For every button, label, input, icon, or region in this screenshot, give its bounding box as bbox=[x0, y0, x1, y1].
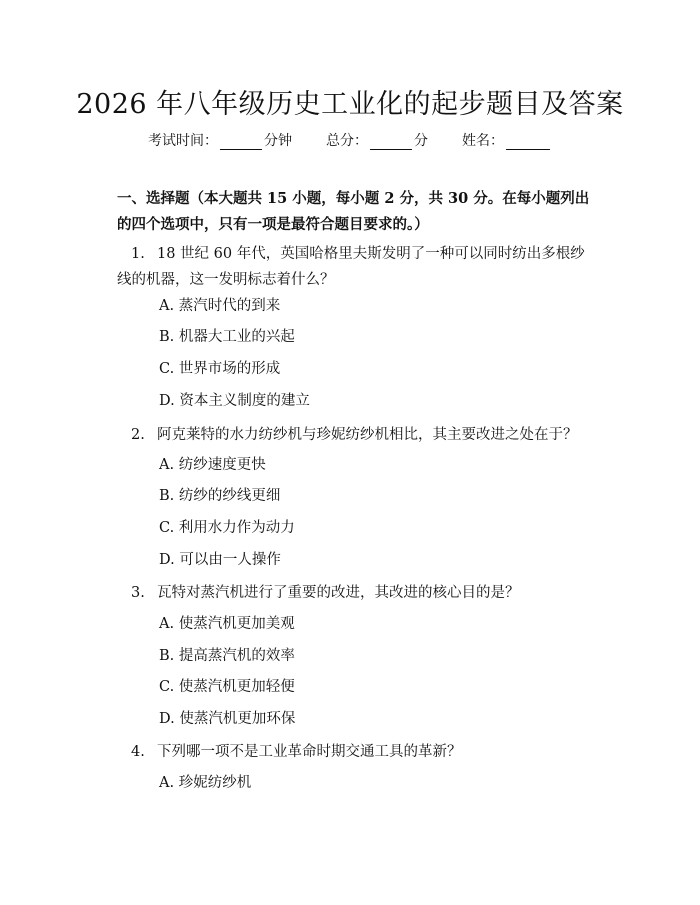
name-blank bbox=[506, 135, 550, 150]
option-b: B. 提高蒸汽机的效率 bbox=[159, 648, 295, 664]
option-d: D. 使蒸汽机更加环保 bbox=[159, 711, 296, 727]
score-label: 总分： bbox=[326, 133, 368, 149]
score-unit: 分 bbox=[414, 133, 428, 149]
time-unit: 分钟 bbox=[264, 133, 292, 149]
question-1 bbox=[117, 241, 597, 293]
option-c: C. 世界市场的形成 bbox=[159, 361, 281, 377]
option-a: A. 蒸汽时代的到来 bbox=[159, 298, 281, 314]
question-text: 瓦特对蒸汽机进行了重要的改进，其改进的核心目的是？ bbox=[157, 585, 520, 601]
section-heading: 一、选择题（本大题共 15 小题，每小题 2 分，共 30 分。在每小题列出的四个选项中，只有一项是最符合题目要求的。） bbox=[117, 190, 590, 233]
question-text: 阿克莱特的水力纺纱机与珍妮纺纱机相比，其主要改进之处在于？ bbox=[157, 427, 578, 443]
question-4 bbox=[117, 739, 597, 765]
option-a: A. 纺纱速度更快 bbox=[159, 457, 266, 473]
name-label: 姓名： bbox=[462, 133, 504, 149]
option-c: C. 使蒸汽机更加轻便 bbox=[159, 679, 295, 695]
question-3 bbox=[117, 580, 597, 606]
question-number: 2. bbox=[131, 427, 145, 443]
page-title: 2026 年八年级历史工业化的起步题目及答案 bbox=[76, 89, 624, 120]
exam-name bbox=[462, 130, 552, 150]
question-text: 18 世纪 60 年代，英国哈格里夫斯发明了一种可以同时纺出多根纱线的机器，这一发明标志着什么？ bbox=[117, 246, 585, 288]
option-d: D. 资本主义制度的建立 bbox=[159, 393, 310, 409]
exam-meta bbox=[0, 130, 700, 150]
option-b: B. 机器大工业的兴起 bbox=[159, 329, 295, 345]
option-a: A. 珍妮纺纱机 bbox=[159, 775, 252, 791]
score-blank bbox=[370, 135, 412, 150]
question-number: 1. bbox=[131, 246, 145, 262]
question-text: 下列哪一项不是工业革命时期交通工具的革新？ bbox=[157, 744, 462, 760]
question-number: 3. bbox=[131, 585, 145, 601]
option-b: B. 纺纱的纱线更细 bbox=[159, 488, 281, 504]
exam-time bbox=[148, 130, 292, 150]
time-blank bbox=[220, 135, 262, 150]
time-label: 考试时间： bbox=[148, 133, 218, 149]
option-a: A. 使蒸汽机更加美观 bbox=[159, 616, 295, 632]
question-2 bbox=[117, 422, 597, 448]
option-d: D. 可以由一人操作 bbox=[159, 552, 281, 568]
option-c: C. 利用水力作为动力 bbox=[159, 520, 295, 536]
exam-score bbox=[326, 130, 428, 150]
question-number: 4. bbox=[131, 744, 145, 760]
